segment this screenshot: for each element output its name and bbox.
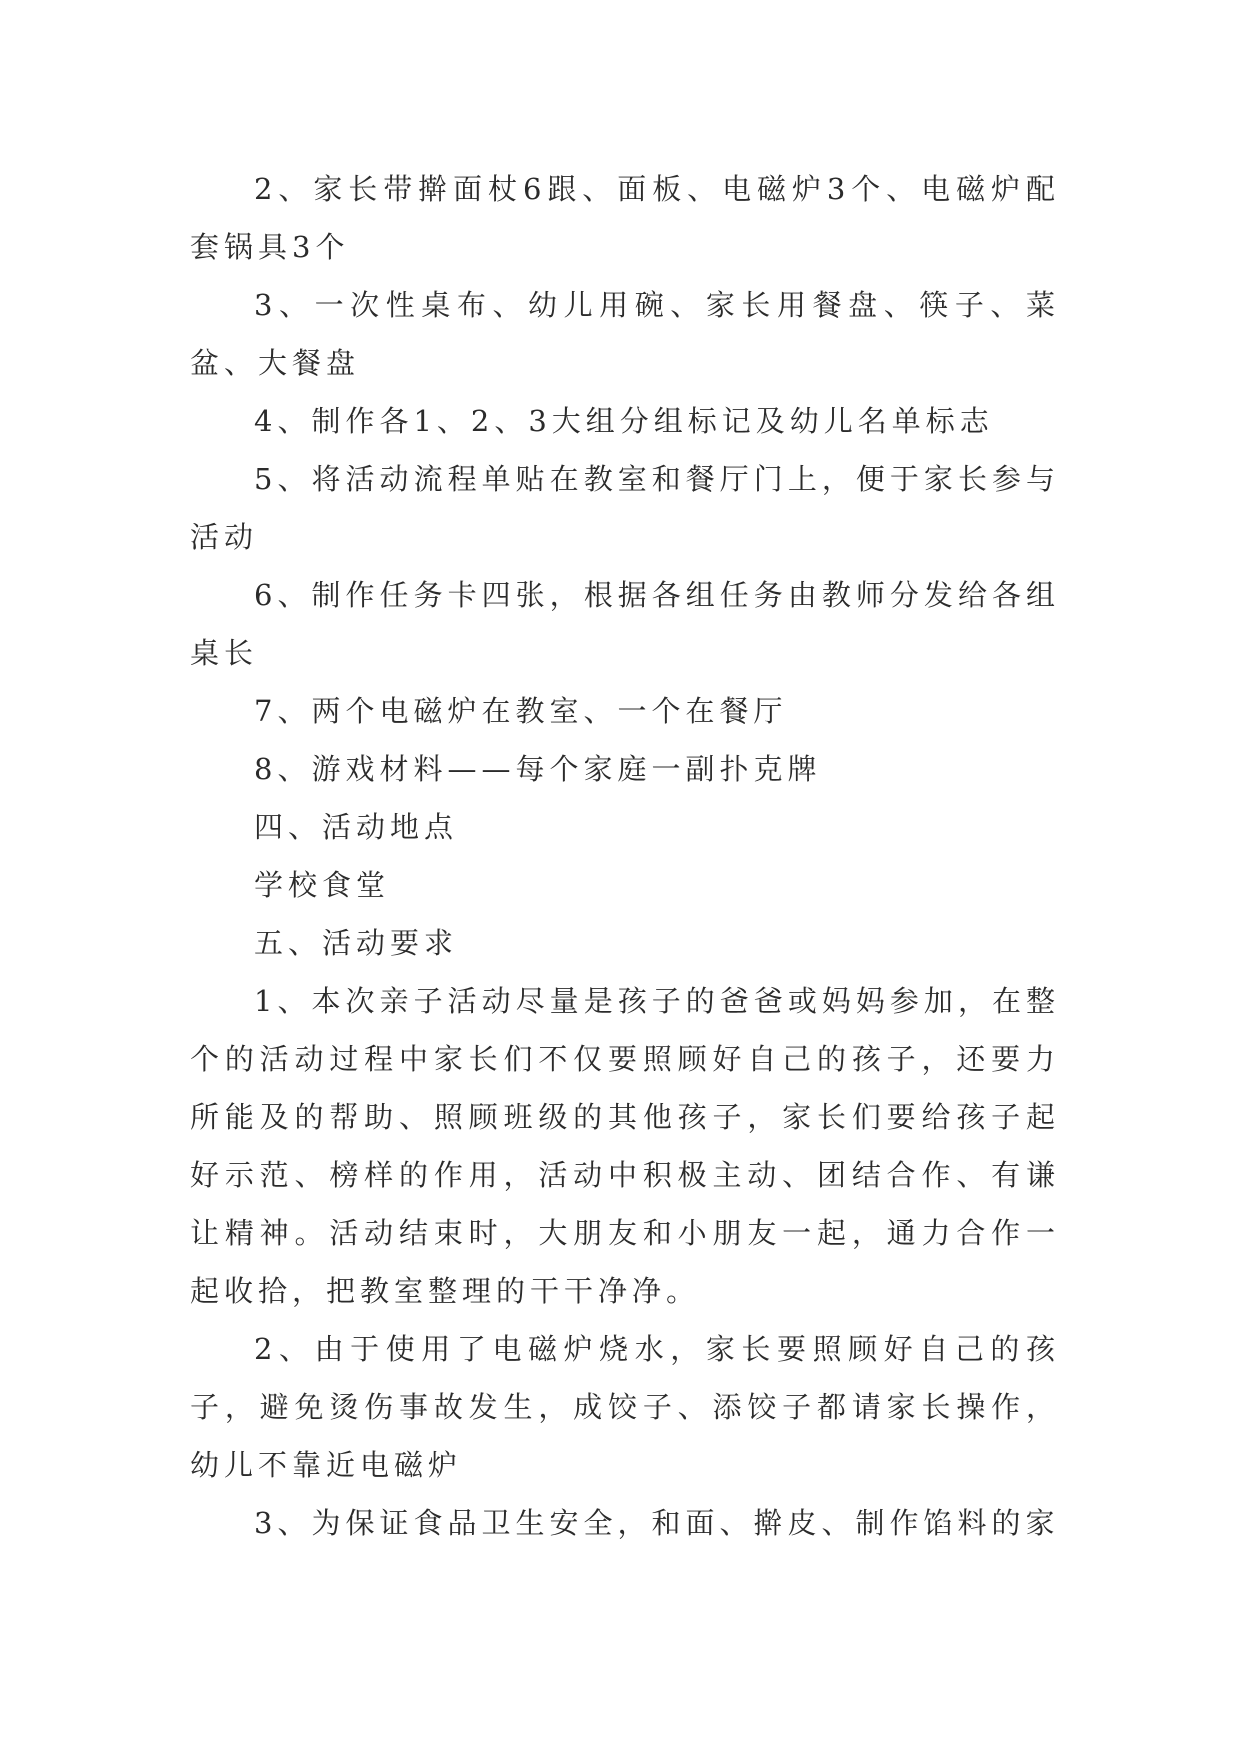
paragraph-materials-4: 4、制作各1、2、3大组分组标记及幼儿名单标志 [254, 404, 994, 438]
paragraph-requirement-2: 2、由于使用了电磁炉烧水，家长要照顾好自己的孩子，避免烫伤事故发生，成饺子、添饺子都请家长操作，幼儿不靠近电磁炉 [190, 1332, 1060, 1482]
document-page [190, 160, 1060, 1552]
paragraph-materials-8: 8、游戏材料——每个家庭一副扑克牌 [254, 752, 822, 786]
section-heading-requirements: 五、活动要求 [254, 926, 459, 960]
paragraph-materials-5: 5、将活动流程单贴在教室和餐厅门上，便于家长参与活动 [190, 462, 1060, 554]
paragraph-requirement-3: 3、为保证食品卫生安全，和面、擀皮、制作馅料的家 [254, 1506, 1060, 1540]
section-heading-location: 四、活动地点 [254, 810, 459, 844]
paragraph-materials-7: 7、两个电磁炉在教室、一个在餐厅 [254, 694, 788, 728]
paragraph-materials-3: 3、一次性桌布、幼儿用碗、家长用餐盘、筷子、菜盆、大餐盘 [190, 288, 1060, 380]
paragraph-requirement-1: 1、本次亲子活动尽量是孩子的爸爸或妈妈参加，在整个的活动过程中家长们不仅要照顾好自己的孩子，还要力所能及的帮助、照顾班级的其他孩子，家长们要给孩子起好示范、榜样的作用，活动中积极主动、团结合作、有谦让精神。活动结束时，大朋友和小朋友一起，通力合作一起收拾，把教室整理的干干净净。 [190, 984, 1060, 1308]
paragraph-materials-6: 6、制作任务卡四张，根据各组任务由教师分发给各组桌长 [190, 578, 1060, 670]
paragraph-location: 学校食堂 [254, 868, 391, 902]
paragraph-materials-2: 2、家长带擀面杖6跟、面板、电磁炉3个、电磁炉配套锅具3个 [190, 172, 1060, 264]
